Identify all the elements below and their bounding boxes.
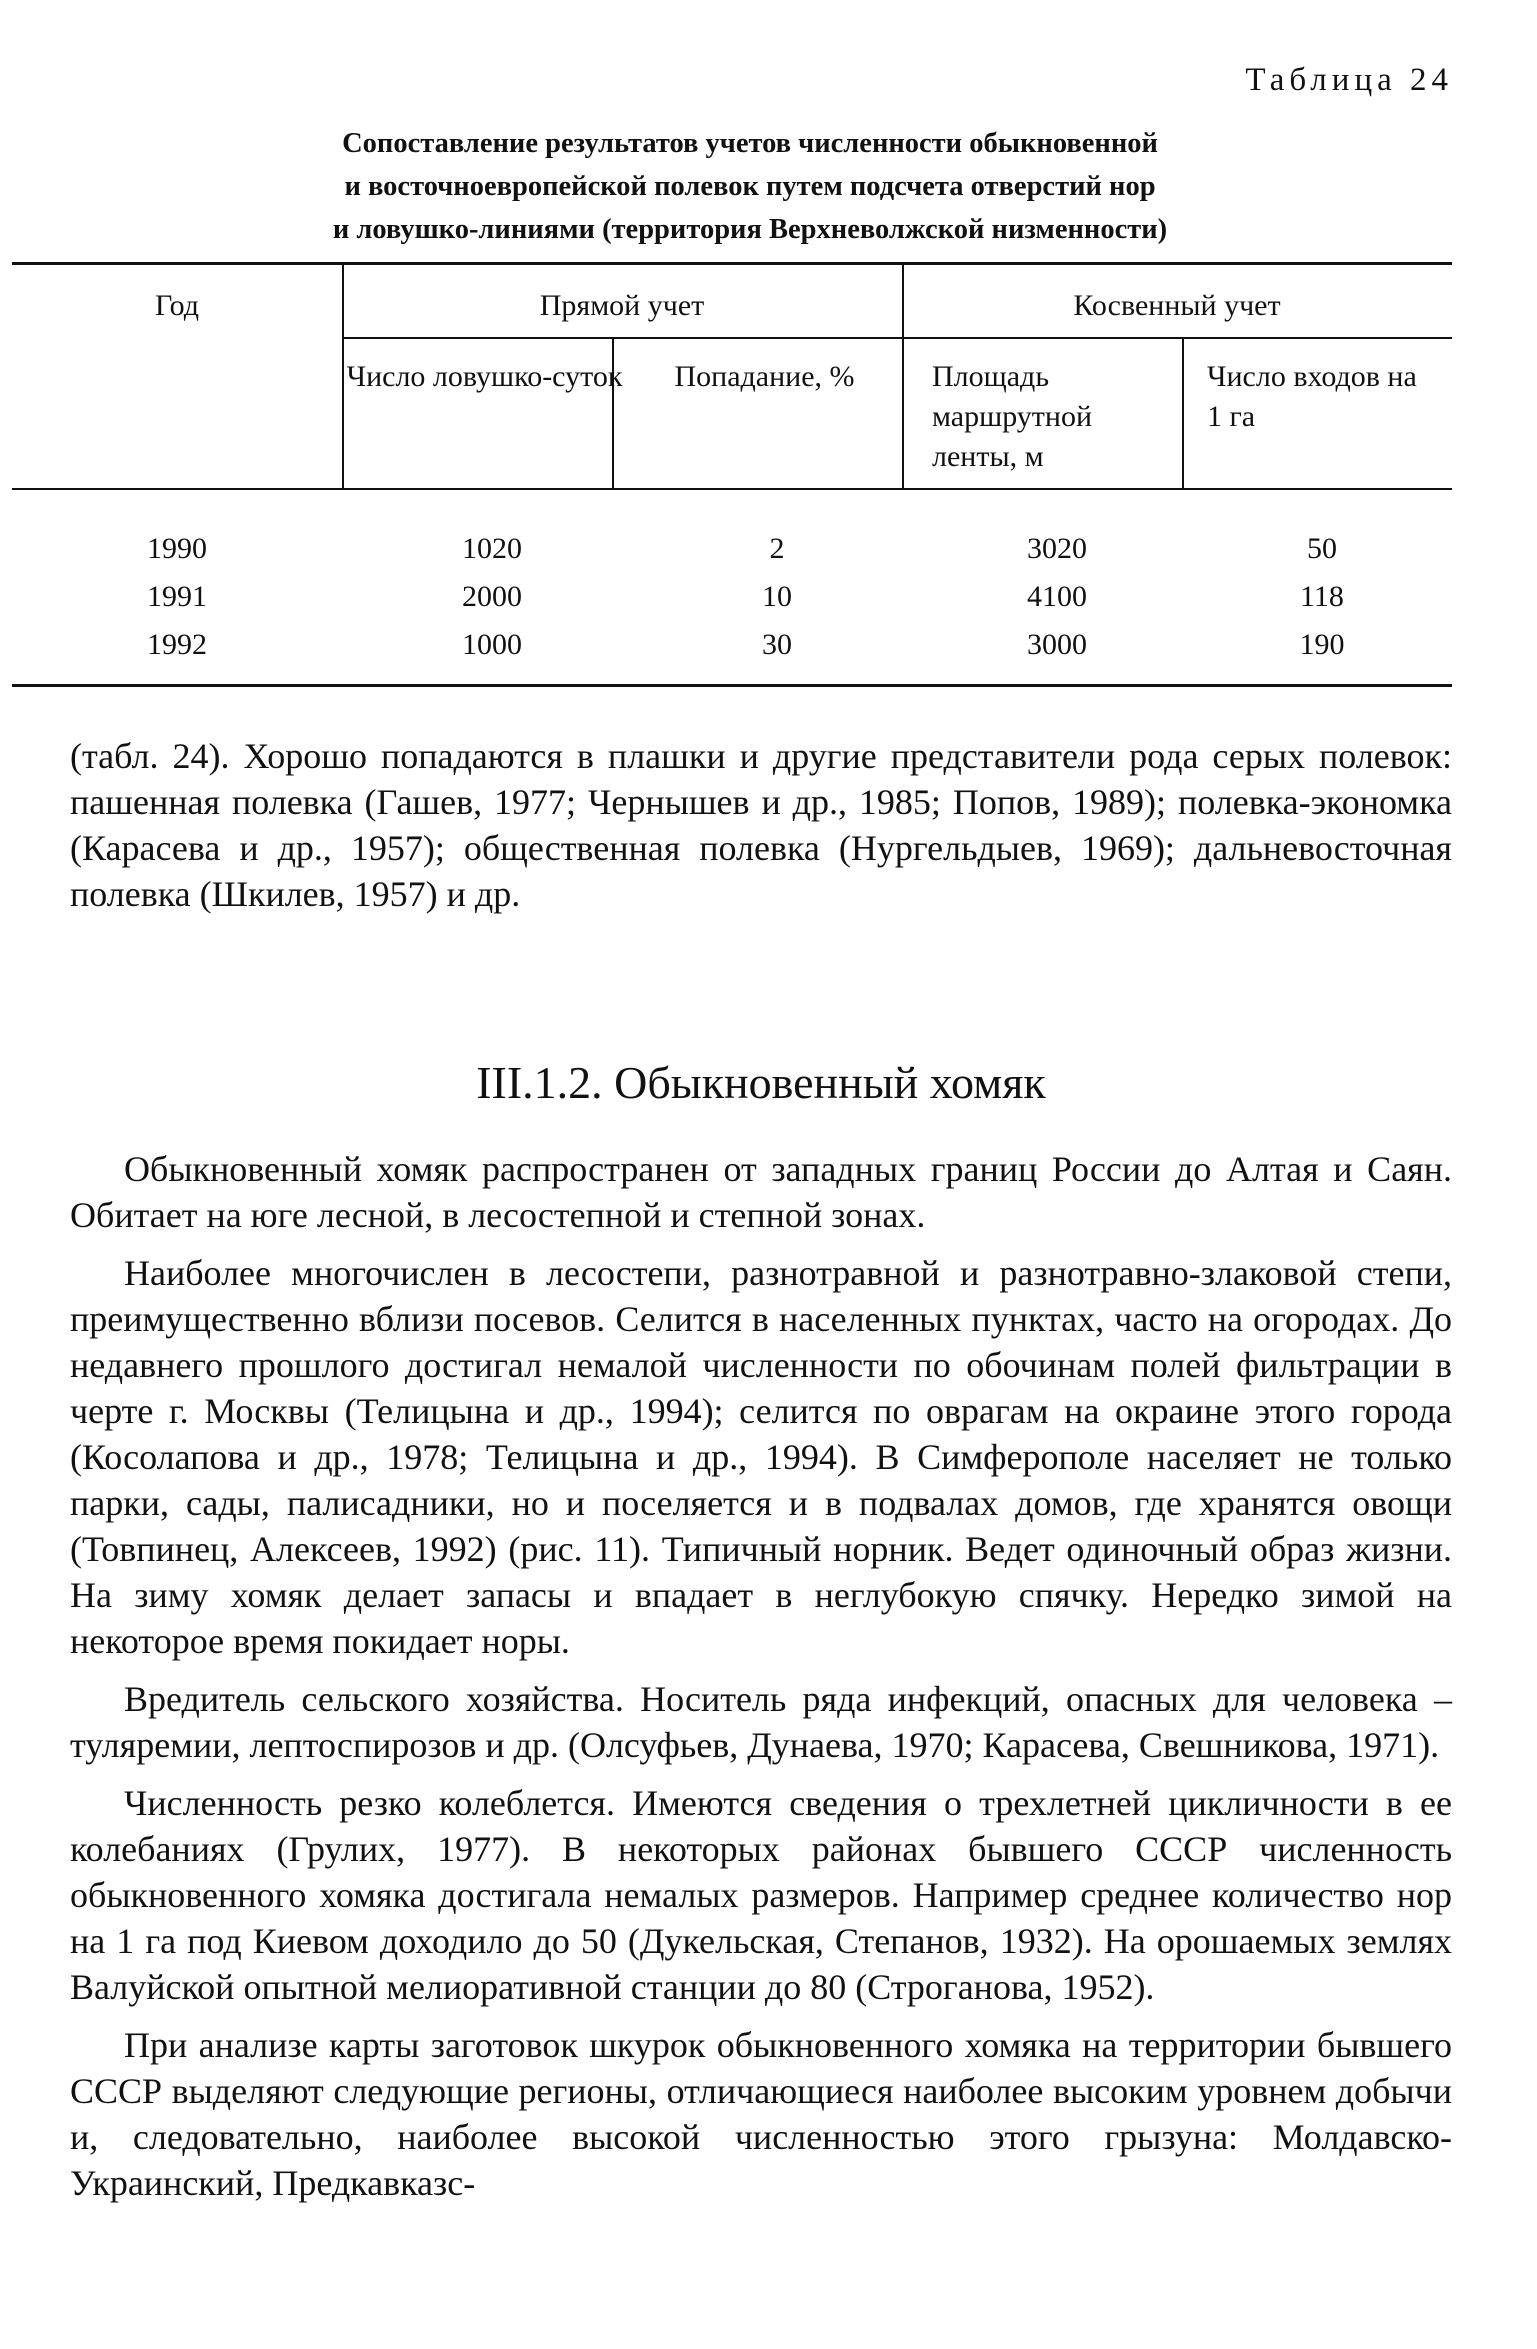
header-indirect-count: Косвенный учет — [1073, 289, 1281, 322]
table-header-rule — [12, 488, 1452, 490]
intro-text — [70, 733, 1452, 929]
table-caption — [250, 122, 1250, 251]
header-direct-count: Прямой учет — [539, 289, 705, 322]
cell-trap-days: 1020 — [462, 532, 522, 565]
cell-catch-percent: 2 — [769, 532, 785, 565]
cell-trap-days: 2000 — [462, 580, 522, 613]
table-bottom-rule — [12, 684, 1452, 687]
cell-entrances: 118 — [1300, 580, 1344, 613]
section-heading: III.1.2. Обыкновенный хомяк — [476, 1057, 1046, 1108]
cell-catch-percent: 10 — [762, 580, 792, 613]
cell-route-area: 3020 — [1027, 532, 1087, 565]
header-year: Год — [154, 289, 200, 322]
cell-year: 1992 — [147, 628, 207, 661]
table-row — [12, 620, 1452, 670]
table-caption-line: и восточноевропейской полевок путем подсчета отверстий нор — [344, 171, 1156, 202]
body-paragraph: При анализе карты заготовок шкурок обыкновенного хомяка на территории бывшего СССР выделяют следующие регионы, отличающиеся наиболее высоким уровнем добычи и, следовательно, наиболее высокой численностью этого грызуна: Молдавско-Украинский, Предкавказс- — [70, 2025, 1452, 2203]
table-top-rule — [12, 262, 1452, 265]
header-catch-percent: Попадание, % — [674, 360, 855, 393]
intro-paragraph: (табл. 24). Хорошо попадаются в плашки и другие представители рода серых полевок: пашенная полевка (Гашев, 1977; Чернышев и др., 1985; Попов, 1989); полевка-экономка (Карасева и др., 1957); общественная полевка (Нургельдыев, 1969); дальневосточная полевка (Шкилев, 1957) и др. — [70, 736, 1452, 914]
table-subheader-rule — [342, 337, 1452, 339]
table-row — [12, 572, 1452, 622]
body-paragraph: Наиболее многочислен в лесостепи, разнотравной и разнотравно-злаковой степи, преимущественно вблизи посевов. Селится в населенных пунктах, часто на огородах. До недавнего прошлого достигал немалой численности по обочинам полей фильтрации в черте г. Москвы (Телицына и др., 1994); селится по оврагам на окраине этого города (Косолапова и др., 1978; Телицына и др., 1994). В Симферополе населяет не только парки, сады, палисадники, но и поселяется и в подвалах домов, где хранятся овощи (Товпинец, Алексеев, 1992) (рис. 11). Типичный норник. Ведет одиночный образ жизни. На зиму хомяк делает запасы и впадает в неглубокую спячку. Нередко зимой на некоторое время покидает норы. — [70, 1253, 1452, 1661]
table-divider — [1182, 337, 1184, 490]
table-row — [12, 524, 1452, 574]
cell-catch-percent: 30 — [762, 628, 792, 661]
header-entrances-per-ha: Число входов на 1 га — [1207, 360, 1417, 433]
body-paragraph: Вредитель сельского хозяйства. Носитель ряда инфекций, опасных для человека – туляремии, лептоспирозов и др. (Олсуфьев, Дунаева, 1970; Карасева, Свешникова, 1971). — [70, 1679, 1452, 1765]
cell-year: 1991 — [147, 580, 207, 613]
cell-route-area: 4100 — [1027, 580, 1087, 613]
cell-year: 1990 — [147, 532, 207, 565]
cell-entrances: 190 — [1299, 628, 1345, 661]
table-number-label: Таблица 24 — [1245, 62, 1453, 98]
header-trap-days: Число ловушко-суток — [346, 360, 623, 393]
cell-entrances: 50 — [1307, 532, 1337, 565]
body-paragraph: Обыкновенный хомяк распространен от западных границ России до Алтая и Саян. Обитает на юге лесной, в лесостепной и степной зонах. — [70, 1149, 1452, 1235]
cell-trap-days: 1000 — [462, 628, 522, 661]
section-body — [70, 1146, 1452, 2218]
body-paragraph: Численность резко колеблется. Имеются сведения о трехлетней цикличности в ее колебаниях (Грулих, 1977). В некоторых районах бывшего СССР численность обыкновенного хомяка достигала немалых размеров. Например среднее количество нор на 1 га под Киевом доходило до 50 (Дукельская, Степанов, 1932). На орошаемых землях Валуйской опытной мелиоративной станции до 80 (Строганова, 1952). — [70, 1783, 1452, 2007]
cell-route-area: 3000 — [1027, 628, 1087, 661]
table-caption-line: Сопоставление результатов учетов численности обыкновенной — [342, 128, 1158, 159]
header-route-area: Площадь маршрутной ленты, м — [932, 360, 1093, 473]
table-caption-line: и ловушко-линиями (территория Верхневолжской низменности) — [332, 214, 1168, 245]
